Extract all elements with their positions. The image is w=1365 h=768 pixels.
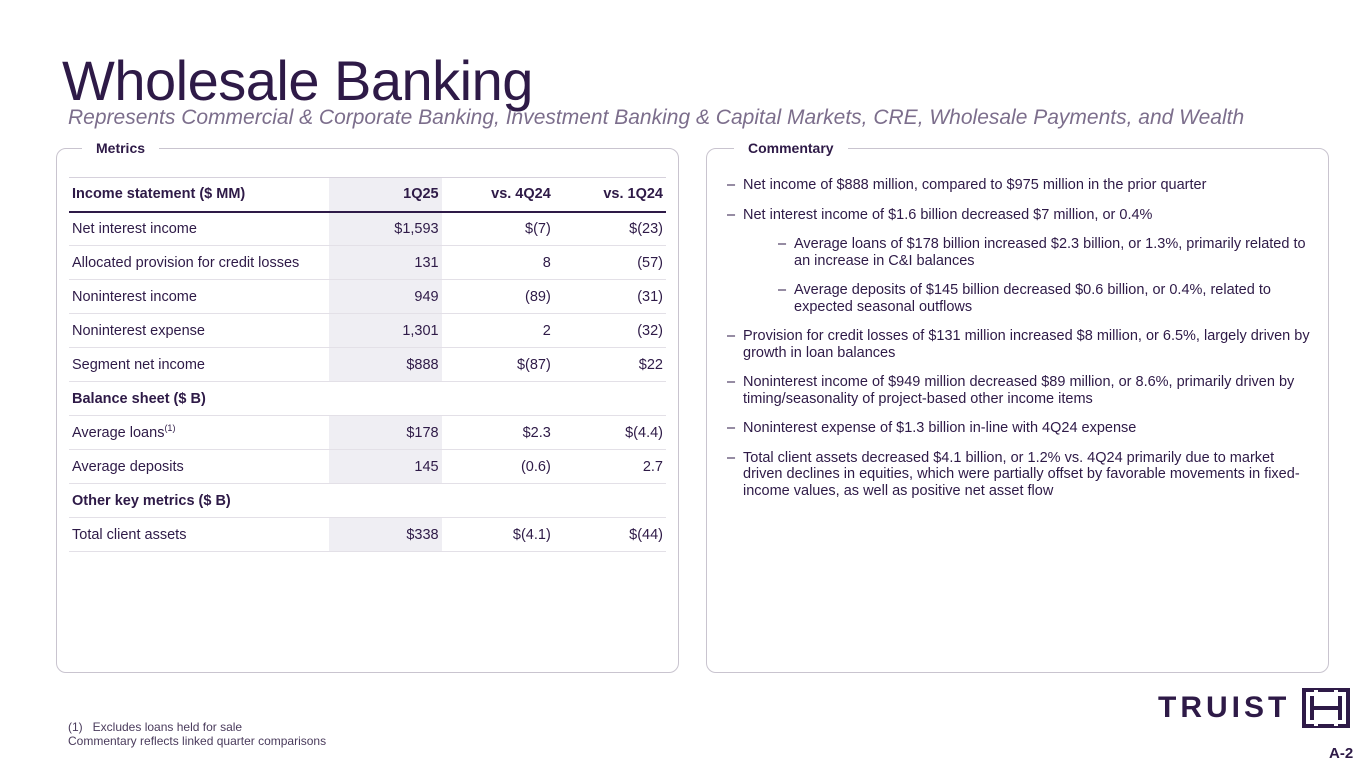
table-cell: 2.7: [554, 450, 666, 484]
table-row: [69, 518, 666, 552]
row-label-text: Noninterest expense: [72, 322, 205, 339]
table-cell: $(87): [442, 348, 554, 382]
row-label: [69, 450, 329, 484]
metrics-table: [69, 177, 666, 552]
commentary-item: [727, 450, 1317, 500]
table-row: [69, 416, 666, 450]
commentary-text: Average deposits of $145 billion decreased $0.6 billion, or 0.4%, related to expected seasonal outflows: [794, 282, 1271, 315]
bullet-dash: –: [727, 177, 736, 193]
page-number: A-2: [1329, 745, 1354, 762]
page-subtitle: Represents Commercial & Corporate Banking, Investment Banking & Capital Markets, CRE, Wholesale Payments, and Wealth: [68, 106, 1245, 129]
bullet-dash: –: [778, 282, 787, 298]
table-cell: 8: [442, 246, 554, 280]
row-label: [69, 314, 329, 348]
row-label-text: Allocated provision for credit losses: [72, 254, 300, 271]
commentary-item: [727, 328, 1317, 361]
table-section-row: [69, 484, 666, 518]
row-label: [69, 280, 329, 314]
bullet-dash: –: [727, 449, 736, 466]
table-cell: (57): [554, 246, 666, 280]
table-cell: (31): [554, 280, 666, 314]
table-cell: $(44): [554, 518, 666, 552]
commentary-text: Net income of $888 million, compared to $975 million in the prior quarter: [743, 177, 1207, 193]
table-cell: 131: [329, 246, 441, 280]
table-cell: $888: [329, 348, 441, 382]
column-header: 1Q25: [329, 178, 441, 212]
column-header: Income statement ($ MM): [69, 178, 329, 212]
table-row: [69, 348, 666, 382]
row-label-text: Average deposits: [72, 458, 184, 475]
commentary-item: [778, 236, 1317, 269]
table-row: [69, 212, 666, 246]
footnote-marker: (1): [164, 422, 176, 433]
table-cell: 2: [442, 314, 554, 348]
commentary-item: [727, 207, 1317, 224]
table-cell: $338: [329, 518, 441, 552]
table-row: [69, 246, 666, 280]
logo-wordmark: TRUIST: [1158, 691, 1291, 724]
commentary-panel: [706, 140, 1329, 673]
commentary-text: Average loans of $178 billion increased $2.3 billion, or 1.3%, primarily related to an increase in C&I balances: [794, 236, 1306, 269]
table-cell: (89): [442, 280, 554, 314]
row-label-text: Total client assets: [72, 526, 187, 543]
section-heading: Balance sheet ($ B): [69, 382, 666, 416]
row-label: [69, 416, 329, 450]
bullet-dash: –: [727, 206, 736, 223]
table-cell: (0.6): [442, 450, 554, 484]
table-cell: $(4.1): [442, 518, 554, 552]
bullet-dash: –: [727, 420, 736, 436]
commentary-text: Noninterest income of $949 million decreased $89 million, or 8.6%, primarily driven by timing/seasonality of project-based other income items: [743, 374, 1295, 407]
commentary-item: [778, 282, 1317, 315]
truist-logo: [1158, 688, 1350, 728]
commentary-text: Total client assets decreased $4.1 billion, or 1.2% vs. 4Q24 primarily due to market driven declines in equities, which were partially offset by favorable movements in fixed-income values, as well as positive net asset flow: [743, 449, 1300, 499]
row-label-text: Net interest income: [72, 220, 197, 237]
commentary-list: [727, 177, 1317, 512]
metrics-table-body: [69, 212, 666, 552]
table-cell: $(23): [554, 212, 666, 246]
row-label: [69, 518, 329, 552]
column-header: vs. 4Q24: [442, 178, 554, 212]
commentary-panel-label: Commentary: [734, 138, 848, 158]
table-cell: 145: [329, 450, 441, 484]
truist-mark-icon: [1302, 688, 1350, 728]
commentary-item: [727, 420, 1317, 437]
row-label-text: Noninterest income: [72, 288, 197, 305]
metrics-panel: [56, 140, 679, 673]
footnote-line: (1) Excludes loans held for sale: [68, 720, 243, 734]
table-cell: (32): [554, 314, 666, 348]
table-cell: $178: [329, 416, 441, 450]
bullet-dash: –: [727, 328, 736, 344]
row-label: [69, 212, 329, 246]
commentary-item: [727, 374, 1317, 407]
column-header: vs. 1Q24: [554, 178, 666, 212]
table-cell: $1,593: [329, 212, 441, 246]
commentary-text: Provision for credit losses of $131 million increased $8 million, or 6.5%, largely driven by growth in loan balances: [743, 328, 1310, 361]
section-heading: Other key metrics ($ B): [69, 484, 666, 518]
commentary-item: [727, 177, 1317, 194]
table-row: [69, 314, 666, 348]
table-row: [69, 280, 666, 314]
commentary-text: Net interest income of $1.6 billion decreased $7 million, or 0.4%: [743, 206, 1153, 223]
table-cell: 949: [329, 280, 441, 314]
table-row: [69, 450, 666, 484]
page-title: Wholesale Banking: [62, 49, 533, 112]
table-cell: $(4.4): [554, 416, 666, 450]
table-cell: $22: [554, 348, 666, 382]
footnotes: [68, 720, 326, 748]
row-label-text: Average loans: [72, 424, 165, 441]
row-label: [69, 246, 329, 280]
table-cell: $(7): [442, 212, 554, 246]
metrics-panel-label: Metrics: [82, 138, 159, 158]
table-cell: $2.3: [442, 416, 554, 450]
table-cell: 1,301: [329, 314, 441, 348]
table-section-row: [69, 382, 666, 416]
row-label-text: Segment net income: [72, 356, 205, 373]
commentary-text: Noninterest expense of $1.3 billion in-line with 4Q24 expense: [743, 420, 1137, 436]
bullet-dash: –: [778, 236, 787, 252]
bullet-dash: –: [727, 374, 736, 390]
row-label: [69, 348, 329, 382]
table-header-row: [69, 178, 666, 212]
footnote-line: Commentary reflects linked quarter comparisons: [68, 734, 327, 748]
